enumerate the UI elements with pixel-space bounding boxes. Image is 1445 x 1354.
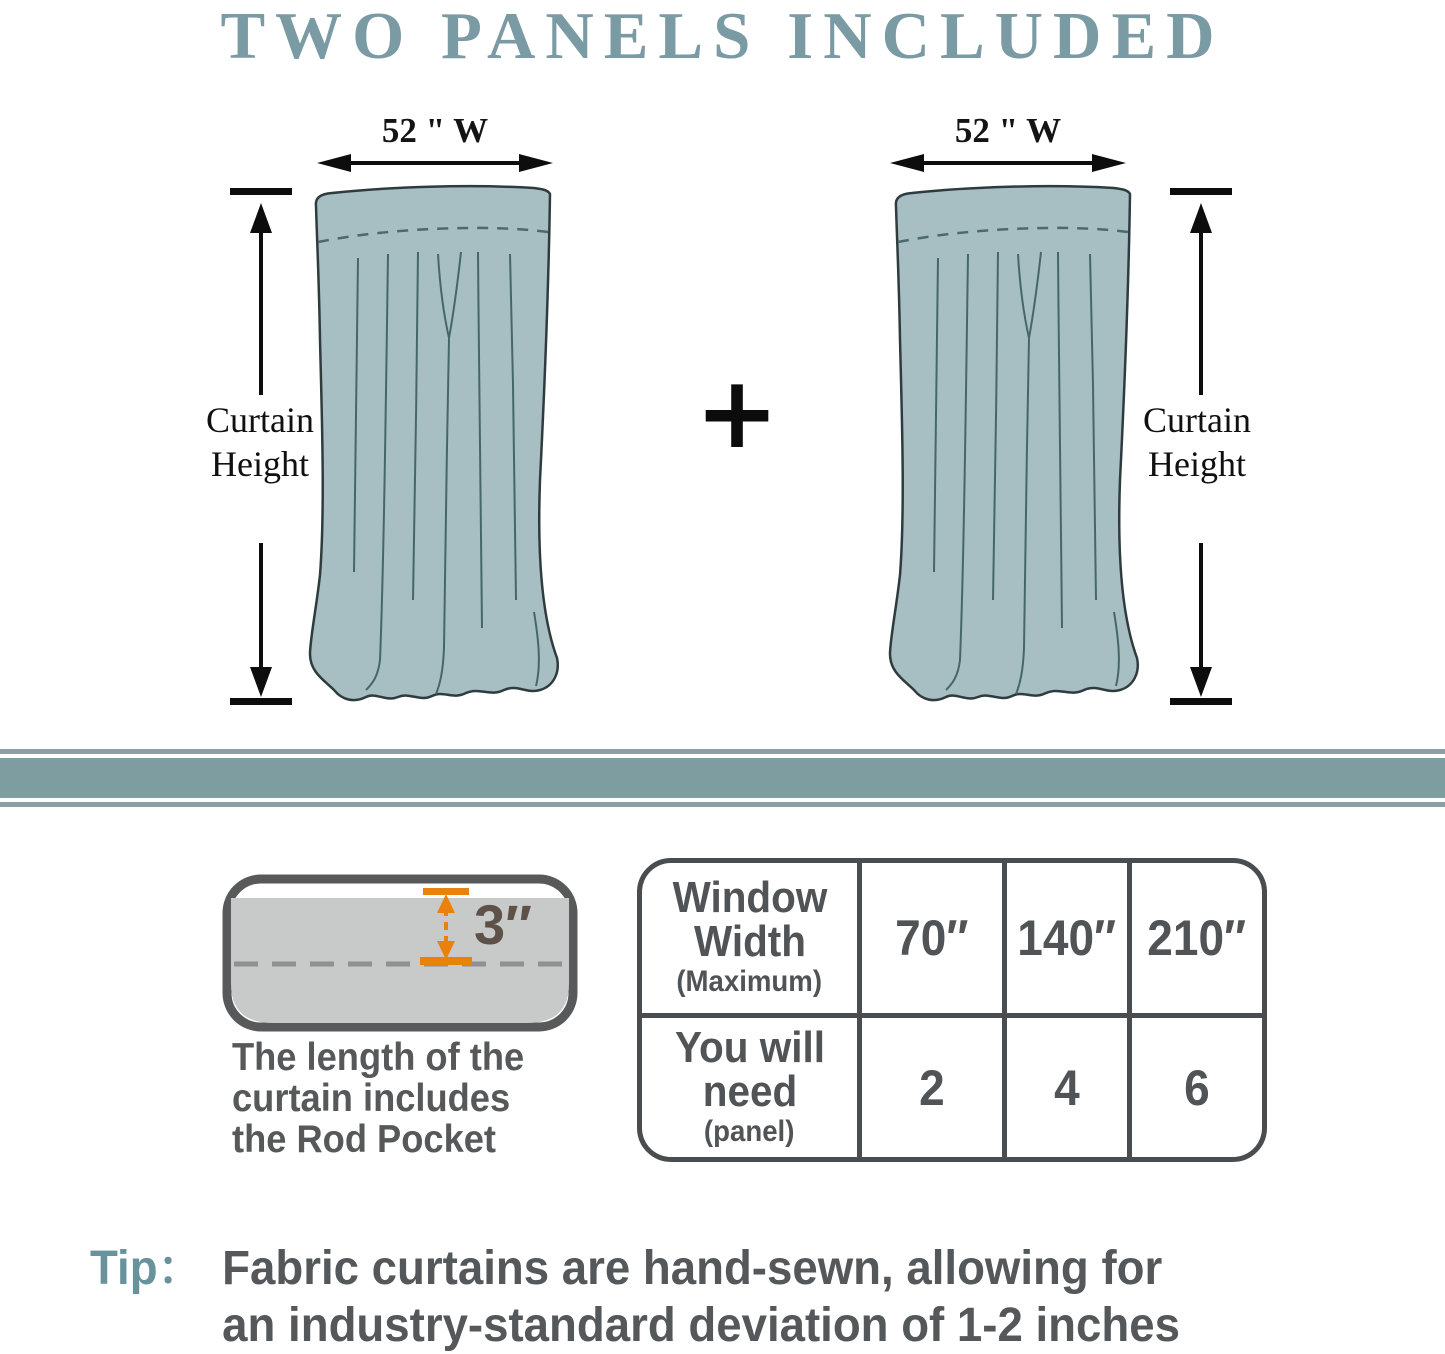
size-table-header-you-will-need bbox=[642, 1018, 857, 1157]
width-value-140: 140″ bbox=[1017, 910, 1117, 966]
rod-pocket-caption-line2: curtain includes bbox=[232, 1077, 511, 1120]
left-height-label bbox=[185, 398, 335, 486]
left-panel-width-label: 52 " W bbox=[381, 111, 489, 150]
right-curtain-illustration bbox=[878, 180, 1146, 712]
tip-text bbox=[222, 1240, 1180, 1354]
right-height-label-line1: Curtain bbox=[1143, 400, 1251, 440]
right-width-arrow bbox=[888, 152, 1128, 174]
rod-pocket-caption-line1: The length of the bbox=[232, 1036, 525, 1079]
table-cell-need-4 bbox=[1007, 1018, 1127, 1157]
need-value-2: 2 bbox=[919, 1059, 945, 1116]
window-width-sublabel: (Maximum) bbox=[676, 965, 823, 998]
divider-line-top bbox=[0, 749, 1445, 754]
width-value-210: 210″ bbox=[1147, 910, 1247, 966]
plus-sign: + bbox=[695, 354, 779, 471]
you-will-need-label: You will need bbox=[674, 1022, 825, 1116]
left-curtain-illustration bbox=[298, 180, 566, 712]
rod-pocket-caption-line3: the Rod Pocket bbox=[232, 1118, 497, 1161]
right-height-label-line2: Height bbox=[1148, 444, 1246, 484]
right-panel-width-label: 52 " W bbox=[954, 111, 1062, 150]
you-will-need-sublabel: (panel) bbox=[704, 1114, 795, 1148]
table-cell-width-70 bbox=[862, 863, 1002, 1013]
divider-band bbox=[0, 758, 1445, 798]
tip-text-line2: an industry-standard deviation of 1-2 inches bbox=[222, 1299, 1180, 1352]
table-cell-width-210 bbox=[1132, 863, 1262, 1013]
width-value-70: 70″ bbox=[895, 910, 969, 966]
left-height-label-line1: Curtain bbox=[206, 400, 314, 440]
size-table bbox=[637, 858, 1267, 1162]
rod-pocket-diagram bbox=[222, 874, 578, 1032]
left-height-label-line2: Height bbox=[211, 444, 309, 484]
left-width-arrow bbox=[315, 152, 555, 174]
need-value-4: 4 bbox=[1054, 1059, 1080, 1116]
tip-text-line1: Fabric curtains are hand-sewn, allowing for bbox=[222, 1242, 1163, 1295]
tip-label: Tip： bbox=[90, 1242, 204, 1295]
table-cell-width-140 bbox=[1007, 863, 1127, 1013]
page-title: TWO PANELS INCLUDED bbox=[220, 0, 1225, 73]
divider-line-bottom bbox=[0, 802, 1445, 807]
table-cell-need-2 bbox=[862, 1018, 1002, 1157]
rod-pocket-depth-label: 3″ bbox=[474, 893, 532, 956]
tip-section bbox=[90, 1240, 1180, 1354]
need-value-6: 6 bbox=[1184, 1059, 1210, 1116]
size-table-header-window-width bbox=[642, 863, 857, 1013]
right-height-label bbox=[1122, 398, 1272, 486]
window-width-label: Window Width bbox=[672, 873, 827, 966]
table-cell-need-6 bbox=[1132, 1018, 1262, 1157]
rod-pocket-caption bbox=[232, 1037, 524, 1160]
